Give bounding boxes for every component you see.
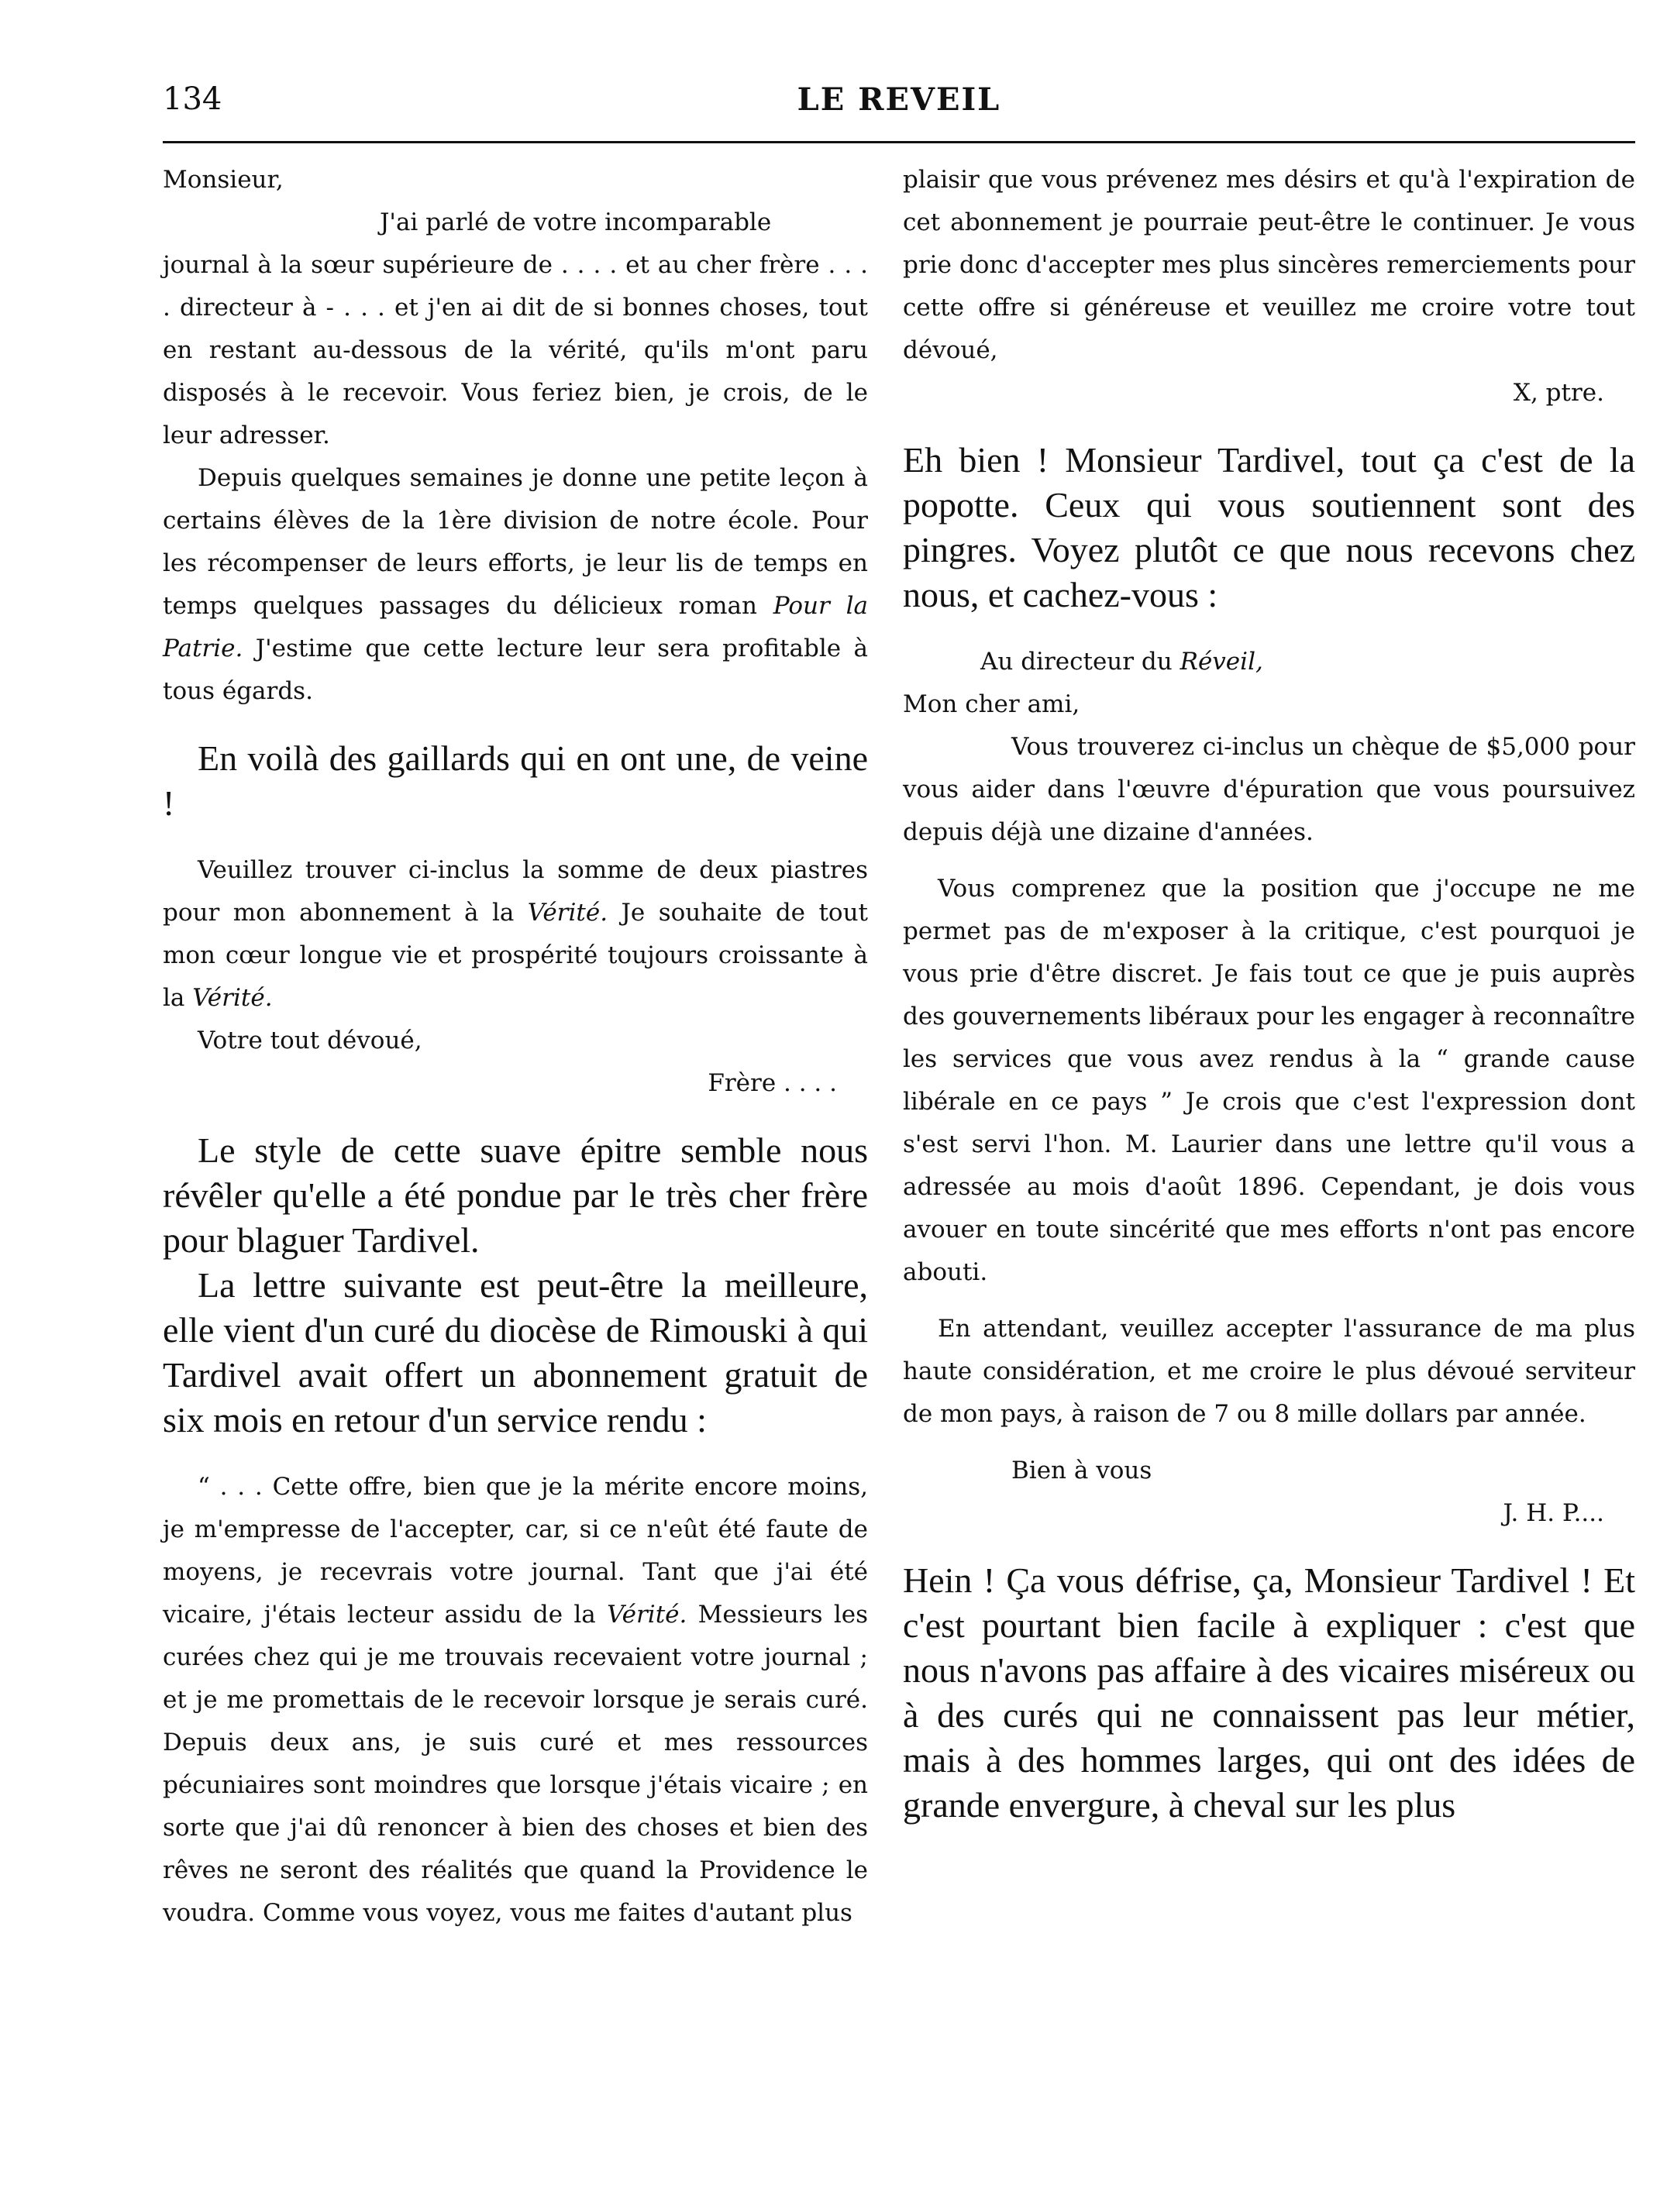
letter3-continuation: plaisir que vous prévenez mes désirs et qu'à l'expiration de cet abonnement je pourraie peut-être le continuer. Je vous prie donc d'accepter mes plus sincères remerciements pour cette offre si généreuse et veuillez me croire votre tout dévoué, (903, 166, 1635, 364)
letter1-p2-start: Depuis quelques semaines je donne une petite leçon à certains élèves de la 1ère division de notre école. Pour les récompenser de leurs efforts, je leur lis de temps en temps quelques passages du délicieux roman (163, 464, 868, 620)
letter2-body (163, 849, 868, 1020)
commentary-5: Hein ! Ça vous défrise, ça, Monsieur Tardivel ! Et c'est pourtant bien facile à expliquer : c'est que nous n'avons pas affaire à des vicaires miséreux ou à des curés qui ne connaissent pas leur métier, mais à des hommes larges, qui ont des idées de grande envergure, à cheval sur les plus (903, 1560, 1635, 1825)
letter1-paragraph1: journal à la sœur supérieure de . . . . et au cher frère . . . . directeur à - . . . et j'en ai dit de si bonnes choses, tout en restant au-dessous de la vérité, qu'ils m'ont paru disposés à le recevoir. Vous feriez bien, je crois, de le leur adresser. (163, 251, 868, 449)
letter4-salutation: Mon cher ami, (903, 690, 1080, 718)
letter3-signature: X, ptre. (1513, 379, 1604, 407)
page-number: 134 (163, 81, 222, 117)
commentary-3: La lettre suivante est peut-être la meilleure, elle vient d'un curé du diocèse de Rimouski à qui Tardivel avait offert un abonnement gratuit de six mois en retour d'un service rendu : (163, 1265, 868, 1440)
letter3-part-a: “ . . . Cette offre, bien que je la mérite encore moins, je m'empresse de l'accepter, car, si ce n'eût été faute de moyens, je recevrais votre journal. Tant que j'ai été vicaire, j'étais lecteur assidu de la (163, 1473, 868, 1629)
letter4-paragraph1: Vous trouverez ci-inclus un chèque de $5,000 pour vous aider dans l'œuvre d'épuration que vous poursuivez depuis déjà une dizaine d'années. (903, 733, 1635, 846)
letter4-signature: J. H. P.... (1503, 1499, 1604, 1527)
novel-title: Pour la Patrie. (163, 592, 868, 662)
commentary-1: En voilà des gaillards qui en ont une, de veine ! (163, 738, 868, 823)
commentary-4: Eh bien ! Monsieur Tardivel, tout ça c'est de la popotte. Ceux qui vous soutiennent sont des pingres. Voyez plutôt ce que nous recevons chez nous, et cachez-vous : (903, 440, 1635, 614)
letter4-address-text: Au directeur du (980, 648, 1173, 676)
letter2-title-1: Vérité. (527, 899, 608, 927)
left-column (163, 159, 868, 1935)
letter4-paragraph2: Vous comprenez que la position que j'occupe ne me permet pas de m'exposer à la critique, c'est pourquoi je vous prie d'être discret. Je fais tout ce que je puis auprès des gouvernements libéraux pour les engager à reconnaître les services que vous avez rendus à la “ grande cause libérale en ce pays ” Je crois que c'est l'expression dont s'est servi l'hon. M. Laurier dans une lettre qu'il vous a adressée au mois d'août 1896. Cependant, je dois vous avouer en toute sincérité que mes efforts n'ont pas encore abouti. (903, 875, 1635, 1286)
letter4-address-title: Réveil, (1180, 648, 1263, 676)
page-header (163, 81, 1635, 136)
commentary-2: Le style de cette suave épitre semble nous révêler qu'elle a été pondue par le très cher frère pour blaguer Tardivel. (163, 1130, 868, 1260)
letter2-part-b: Je souhaite de tout mon cœur longue vie et prospérité toujours croissante à la (163, 899, 868, 1012)
letter2-signature: Frère . . . . (708, 1069, 837, 1097)
letter3-body (163, 1466, 868, 1935)
right-column (903, 159, 1635, 1828)
letter4-closing: Bien à vous (1011, 1457, 1152, 1484)
letter4-address (903, 641, 1635, 683)
letter4-paragraph3: En attendant, veuillez accepter l'assurance de ma plus haute considération, et me croire le plus dévoué serviteur de mon pays, à raison de 7 ou 8 mille dollars par année. (903, 1315, 1635, 1428)
letter3-part-b: Messieurs les curées chez qui je me trouvais recevaient votre journal ; et je me promettais de le recevoir lorsque je serais curé. Depuis deux ans, je suis curé et mes ressources pécuniaires sont moindres que lorsque j'étais vicaire ; en sorte que j'ai dû renoncer à bien des choses et bien des rêves ne seront des réalités que quand la Providence le voudra. Comme vous voyez, vous me faites d'autant plus (163, 1601, 868, 1927)
running-title: LE REVEIL (797, 81, 1001, 118)
letter2-part-a: Veuillez trouver ci-inclus la somme de deux piastres pour mon abonnement à la (163, 856, 868, 927)
letter1-paragraph2 (163, 457, 868, 713)
letter2-title-2: Vérité. (192, 984, 273, 1012)
letter1-p2-end: J'estime que cette lecture leur sera profitable à tous égards. (163, 635, 868, 705)
header-rule (163, 141, 1635, 143)
letter1-salutation: Monsieur, (163, 166, 284, 194)
letter3-title: Vérité. (607, 1601, 687, 1629)
letter2-closing: Votre tout dévoué, (198, 1027, 422, 1054)
letter1-opening: J'ai parlé de votre incomparable (380, 208, 772, 236)
